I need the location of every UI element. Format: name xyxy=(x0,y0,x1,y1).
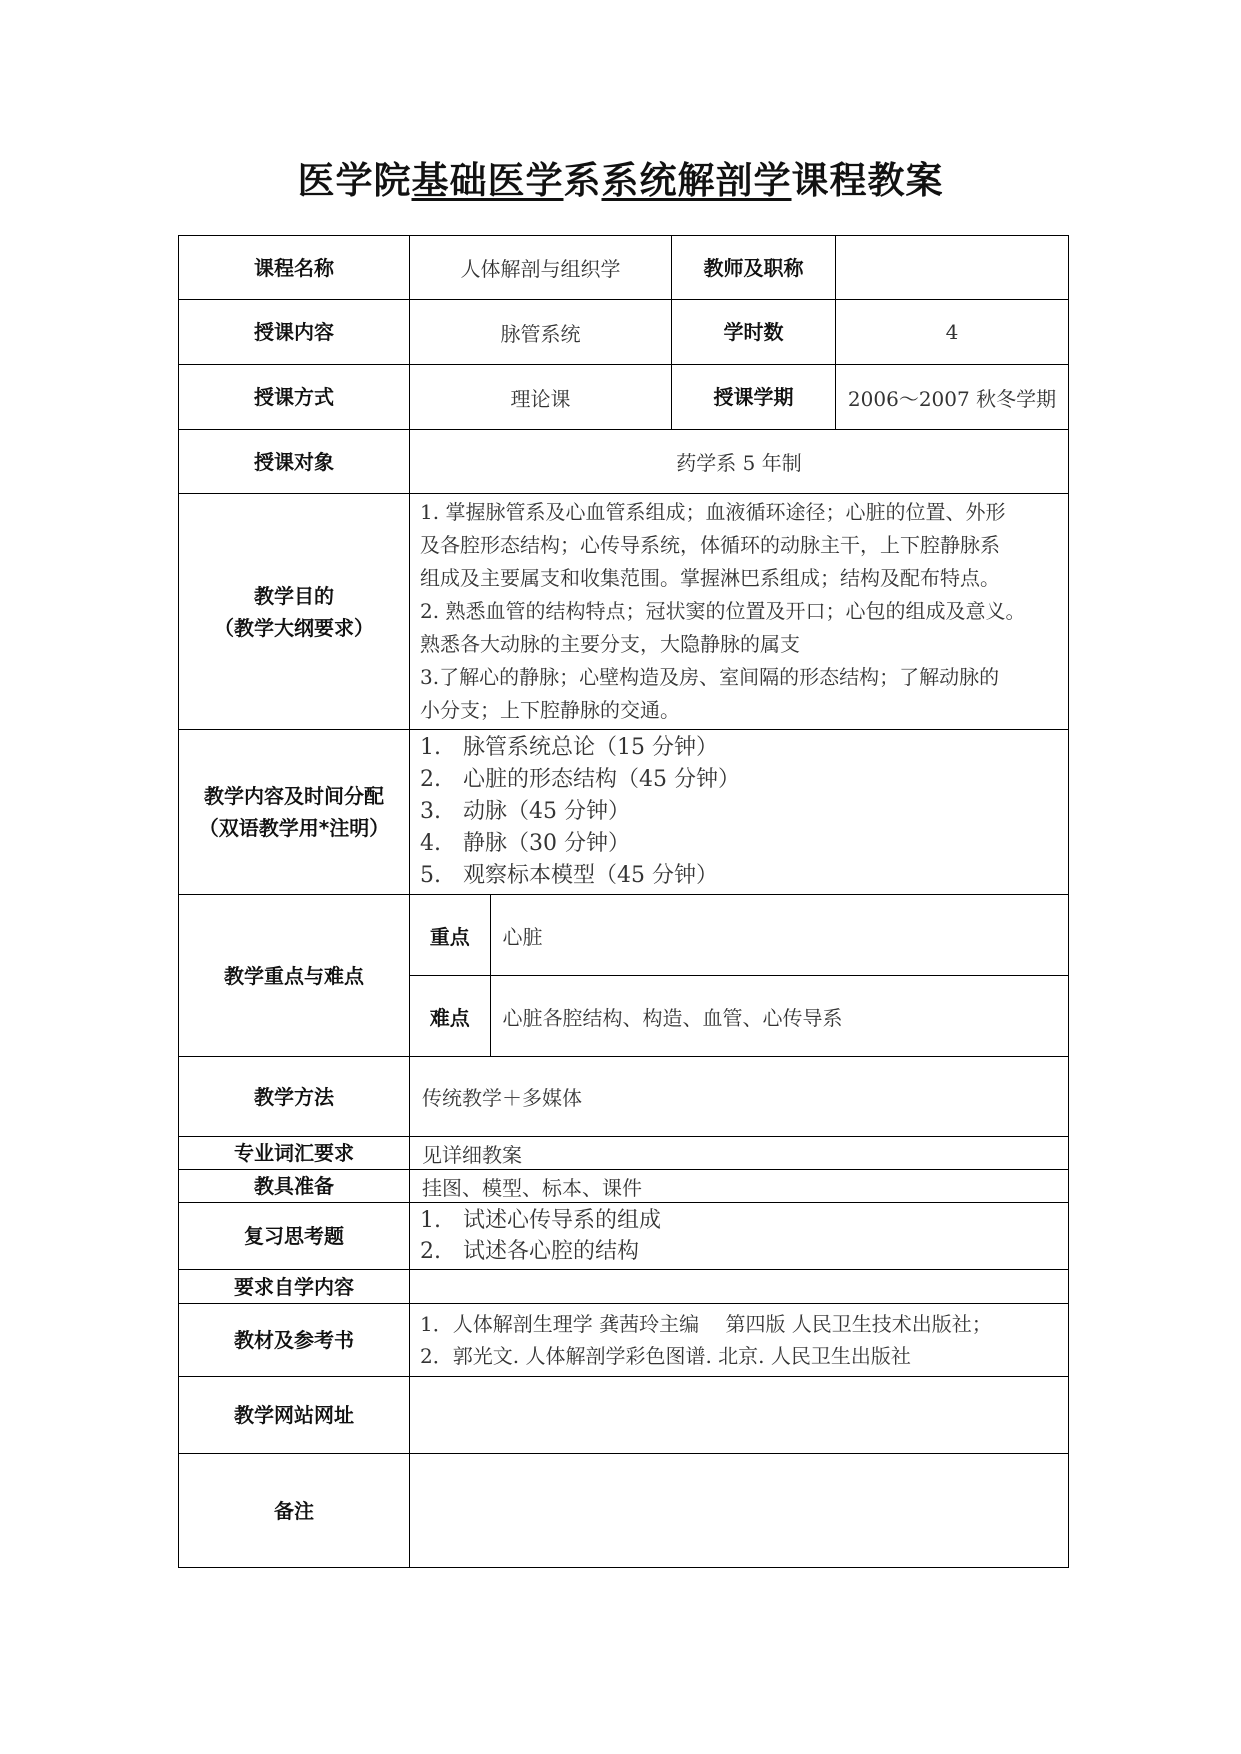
self-study-label: 要求自学内容 xyxy=(179,1270,410,1304)
book-item: 1．人体解剖生理学 龚茜玲主编 第四版 人民卫生技术出版社； xyxy=(420,1312,992,1336)
content-value: 脉管系统 xyxy=(410,300,672,365)
goals-label-line-1: 教学目的 xyxy=(254,583,334,608)
row-goals xyxy=(179,494,1069,730)
row-books xyxy=(179,1304,1069,1377)
teaching-method-value: 传统教学＋多媒体 xyxy=(410,1057,1069,1137)
hours-label: 学时数 xyxy=(672,300,836,365)
schedule-item: 4. 静脉（30 分钟） xyxy=(420,831,630,856)
teacher-value xyxy=(836,236,1069,300)
method-label: 授课方式 xyxy=(179,365,410,430)
review-label: 复习思考题 xyxy=(179,1203,410,1270)
focus-subtable-cell xyxy=(410,895,1069,1057)
content-label: 授课内容 xyxy=(179,300,410,365)
title-part-1: 医学院 xyxy=(297,159,412,202)
teaching-method-label: 教学方法 xyxy=(179,1057,410,1137)
row-method xyxy=(179,365,1069,430)
goals-line: 1. 掌握脉管系及心血管系组成；血液循环途径；心脏的位置、外形 xyxy=(420,500,1006,524)
review-item: 2. 试述各心腔的结构 xyxy=(420,1239,639,1264)
lesson-plan-table xyxy=(178,235,1069,1568)
notes-value xyxy=(410,1454,1069,1568)
vocab-value: 见详细教案 xyxy=(410,1137,1069,1170)
schedule-label-line-1: 教学内容及时间分配 xyxy=(204,784,384,808)
row-notes xyxy=(179,1454,1069,1568)
audience-value: 药学系 5 年制 xyxy=(410,430,1069,494)
title-part-5: 课程教案 xyxy=(791,159,944,202)
review-content xyxy=(410,1203,1069,1270)
focus-subtable xyxy=(410,895,1068,1056)
review-item: 1. 试述心传导系的组成 xyxy=(420,1208,661,1233)
goals-line: 熟悉各大动脉的主要分支，大隐静脉的属支 xyxy=(420,632,800,656)
schedule-label xyxy=(179,730,410,895)
schedule-item: 2. 心脏的形态结构（45 分钟） xyxy=(420,767,740,792)
notes-label: 备注 xyxy=(179,1454,410,1568)
title-part-4: 系统解剖学 xyxy=(601,159,792,202)
teacher-label: 教师及职称 xyxy=(672,236,836,300)
row-self-study xyxy=(179,1270,1069,1304)
schedule-item: 5. 观察标本模型（45 分钟） xyxy=(420,863,718,888)
hours-value: 4 xyxy=(836,300,1069,365)
books-content xyxy=(410,1304,1069,1377)
difficulty-value: 心脏各腔结构、构造、血管、心传导系 xyxy=(502,1005,843,1030)
goals-label xyxy=(179,494,410,730)
row-teaching-method xyxy=(179,1057,1069,1137)
self-study-value xyxy=(410,1270,1069,1304)
schedule-content xyxy=(410,730,1069,895)
goals-label-line-2: （教学大纲要求） xyxy=(214,615,374,640)
vocab-label: 专业词汇要求 xyxy=(179,1137,410,1170)
goals-line: 及各腔形态结构；心传导系统，体循环的动脉主干，上下腔静脉系 xyxy=(420,533,1000,557)
row-aids xyxy=(179,1170,1069,1203)
goals-content xyxy=(410,494,1069,730)
row-schedule xyxy=(179,730,1069,895)
goals-line: 3.了解心的静脉；心壁构造及房、室间隔的形态结构；了解动脉的 xyxy=(420,665,1000,689)
course-name-value: 人体解剖与组织学 xyxy=(410,236,672,300)
website-value xyxy=(410,1377,1069,1454)
goals-line: 组成及主要属支和收集范围。掌握淋巴系组成；结构及配布特点。 xyxy=(420,566,1000,590)
row-focus xyxy=(179,895,1069,1057)
row-audience xyxy=(179,430,1069,494)
difficulty-label: 难点 xyxy=(410,976,490,1057)
row-vocab xyxy=(179,1137,1069,1170)
difficulty-row xyxy=(410,976,1068,1057)
aids-value: 挂图、模型、标本、课件 xyxy=(410,1170,1069,1203)
goals-line: 2. 熟悉血管的结构特点；冠状窦的位置及开口；心包的组成及意义。 xyxy=(420,599,1026,623)
method-value: 理论课 xyxy=(410,365,672,430)
book-item: 2．郭光文. 人体解剖学彩色图谱. 北京. 人民卫生出版社 xyxy=(420,1344,911,1368)
key-point-value: 心脏 xyxy=(490,895,1068,976)
page-title xyxy=(0,150,1241,204)
row-course-name xyxy=(179,236,1069,300)
row-website xyxy=(179,1377,1069,1454)
row-content xyxy=(179,300,1069,365)
website-label: 教学网站网址 xyxy=(179,1377,410,1454)
row-review xyxy=(179,1203,1069,1270)
key-point-row xyxy=(410,895,1068,976)
semester-value: 2006～2007 秋冬学期 xyxy=(836,365,1069,430)
title-part-3: 系 xyxy=(563,159,602,202)
aids-label: 教具准备 xyxy=(179,1170,410,1203)
schedule-label-line-2: （双语教学用*注明） xyxy=(198,816,390,840)
title-part-2: 基础医学 xyxy=(411,159,564,202)
audience-label: 授课对象 xyxy=(179,430,410,494)
focus-label: 教学重点与难点 xyxy=(179,895,410,1057)
books-label: 教材及参考书 xyxy=(179,1304,410,1377)
schedule-item: 1. 脉管系统总论（15 分钟） xyxy=(420,735,718,760)
schedule-item: 3. 动脉（45 分钟） xyxy=(420,799,630,824)
key-point-label: 重点 xyxy=(410,895,490,976)
course-name-label: 课程名称 xyxy=(179,236,410,300)
goals-line: 小分支；上下腔静脉的交通。 xyxy=(420,698,680,722)
semester-label: 授课学期 xyxy=(672,365,836,430)
